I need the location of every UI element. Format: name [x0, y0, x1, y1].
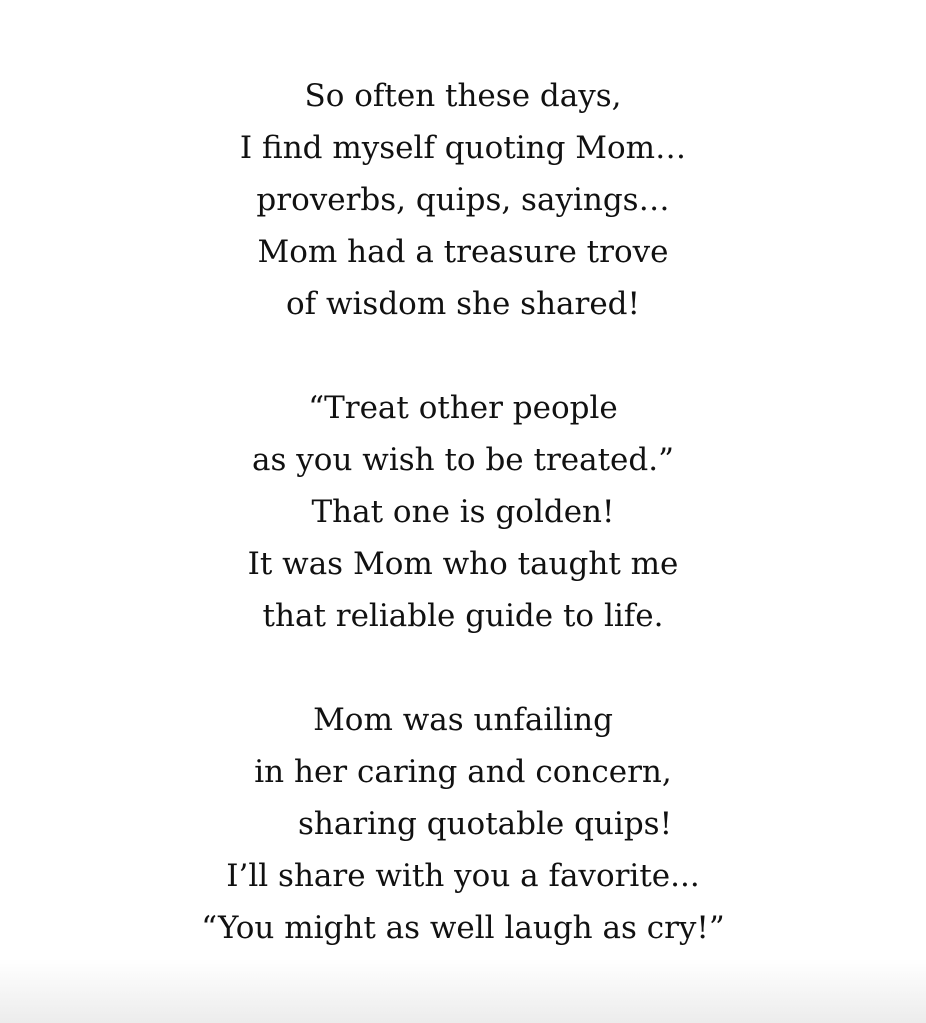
- poem-line: I’ll share with you a favorite...: [226, 858, 700, 894]
- stanza-1: [0, 70, 926, 330]
- stanza-3: [0, 694, 926, 954]
- bottom-shadow: [0, 959, 926, 1023]
- poem-line: That one is golden!: [311, 494, 615, 530]
- stanza-2: [0, 382, 926, 642]
- poem-line: Mom was unfailing: [313, 702, 613, 738]
- poem-line: of wisdom she shared!: [285, 286, 640, 322]
- poem-line: as you wish to be treated.”: [252, 442, 674, 478]
- poem-line: “Treat other people: [308, 390, 618, 426]
- poem-line: sharing quotable quips!: [297, 806, 673, 842]
- poem-line: Mom had a treasure trove: [257, 234, 669, 270]
- poem-line: I find myself quoting Mom…: [239, 130, 687, 166]
- poem: [0, 70, 926, 954]
- poem-line: proverbs, quips, sayings…: [256, 182, 670, 218]
- poem-line: So often these days,: [304, 78, 622, 114]
- poem-line: in her caring and concern,: [254, 754, 672, 790]
- poem-line: It was Mom who taught me: [247, 546, 679, 582]
- poem-line: “You might as well laugh as cry!”: [201, 910, 725, 946]
- poem-line: that reliable guide to life.: [262, 598, 664, 634]
